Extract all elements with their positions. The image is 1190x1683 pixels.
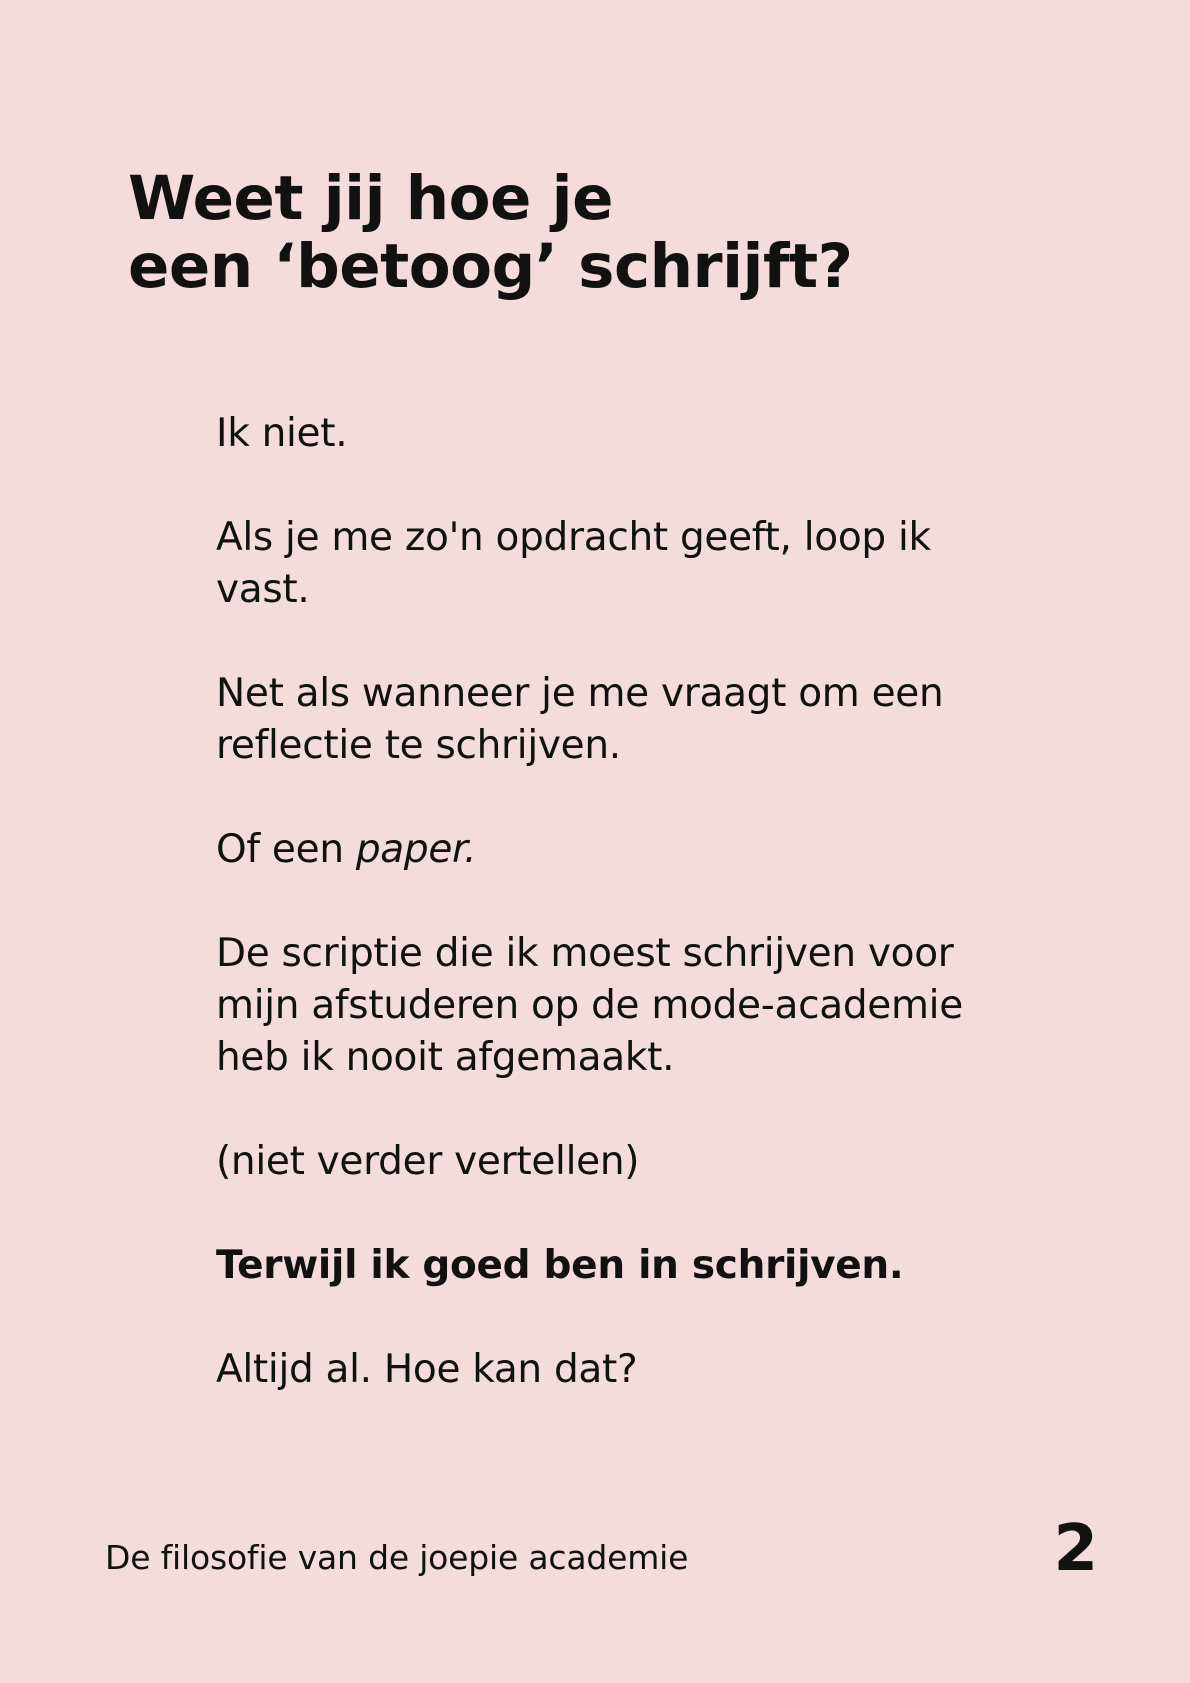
paragraph-4-prefix: Of een xyxy=(216,827,356,872)
paragraph-5-line-1: De scriptie die ik moest schrijven voor xyxy=(216,931,954,976)
body-text xyxy=(216,408,1116,1448)
page-number: 2 xyxy=(1053,1512,1098,1586)
paragraph-5-line-2: mijn afstuderen op de mode-academie xyxy=(216,983,963,1028)
paragraph-5-line-3: heb ik nooit afgemaakt. xyxy=(216,1035,675,1080)
title-line-2: een ‘betoog’ schrijft? xyxy=(128,231,853,302)
footer-book-title: De filosofie van de joepie academie xyxy=(105,1538,689,1577)
paragraph-6: (niet verder vertellen) xyxy=(216,1139,640,1184)
paragraph-3 xyxy=(216,668,1116,772)
paragraph-4 xyxy=(216,824,1116,876)
paragraph-2-line-2: vast. xyxy=(216,567,310,612)
paragraph-2-line-1: Als je me zo'n opdracht geeft, loop ik xyxy=(216,515,931,560)
title-line-1: Weet jij hoe je xyxy=(128,163,613,234)
paragraph-2 xyxy=(216,512,1116,616)
paragraph-3-line-2: reflectie te schrijven. xyxy=(216,723,621,768)
paragraph-3-line-1: Net als wanneer je me vraagt om een xyxy=(216,671,944,716)
page-title xyxy=(128,165,853,301)
paragraph-7: Terwijl ik goed ben in schrijven. xyxy=(216,1243,904,1288)
paragraph-5 xyxy=(216,928,1116,1084)
paragraph-4-italic: paper. xyxy=(355,827,477,872)
paragraph-1: Ik niet. xyxy=(216,411,348,456)
paragraph-8: Altijd al. Hoe kan dat? xyxy=(216,1347,638,1392)
